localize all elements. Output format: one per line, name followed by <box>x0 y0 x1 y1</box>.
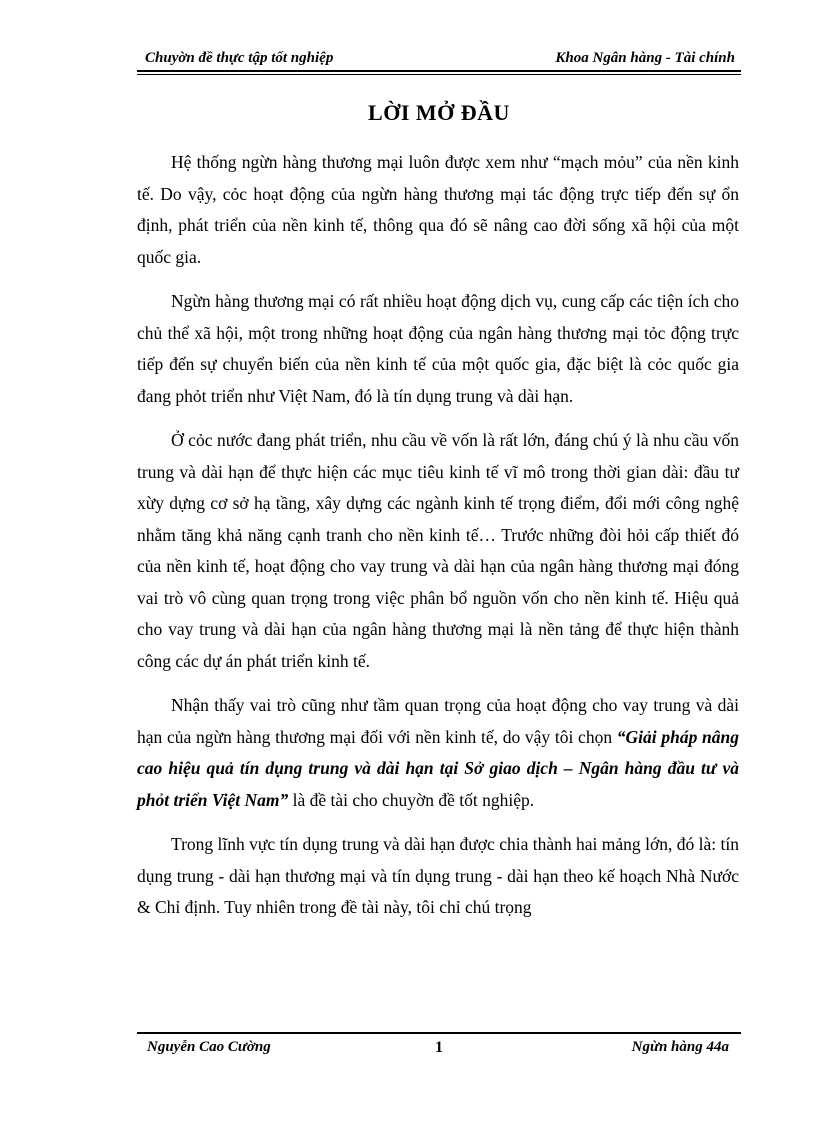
paragraph-5: Trong lĩnh vực tín dụng trung và dài hạn được chia thành hai mảng lớn, đó là: tín dụng trung - dài hạn thương mại và tín dụng trung - dài hạn theo kế hoạch Nhà Nước & Chỉ định. Tuy nhiên trong đề tài này, tôi chỉ chú trọng <box>137 834 739 917</box>
paragraph-2: Ngừn hàng thương mại có rất nhiều hoạt động dịch vụ, cung cấp các tiện ích cho chủ thể xã hội, một trong những hoạt động của ngân hàng thương mại tỏc động trực tiếp đến sự chuyển biến của nền kinh tế của một quốc gia, đặc biệt là cỏc quốc gia đang phỏt triển như Việt Nam, đó là tín dụng trung và dài hạn. <box>137 291 739 406</box>
paragraph-1: Hệ thống ngừn hàng thương mại luôn được xem như “mạch mỏu” của nền kinh tế. Do vậy, cỏc hoạt động của ngừn hàng thương mại tác động trực tiếp đến sự ổn định, phát triển của nền kinh tế, thông qua đó sẽ nâng cao đời sống xã hội của một quốc gia. <box>137 152 739 267</box>
header-right-text: Khoa Ngân hàng - Tài chính <box>555 50 735 66</box>
paragraph-4-after: là đề tài cho chuyờn đề tốt nghiệp. <box>288 789 535 810</box>
thesis-topic: “Giải pháp nâng cao hiệu quả tín dụng trung và dài hạn tại Sở giao dịch – Ngân hàng đầu tư và phỏt triển Việt Nam” <box>137 726 739 810</box>
paragraph-4-before: Nhận thấy vai trò cũng như tầm quan trọng của hoạt động cho vay trung và dài hạn của ngừn hàng thương mại đối với nền kinh tế, do vậy tôi chọn <box>137 695 739 747</box>
header-rule-thin <box>137 74 741 75</box>
page-title: LỜI MỞ ĐẦU <box>368 100 510 125</box>
footer-class: Ngừn hàng 44a <box>631 1039 729 1055</box>
paragraph-4 <box>137 690 739 816</box>
body-text <box>137 147 739 937</box>
page-header <box>137 48 741 70</box>
footer-rule <box>137 1032 741 1034</box>
page-footer <box>137 1037 741 1059</box>
paragraph-3: Ở cỏc nước đang phát triển, nhu cầu về vốn là rất lớn, đáng chú ý là nhu cầu vốn trung và dài hạn để thực hiện các mục tiêu kinh tế vĩ mô trong thời gian dài: đầu tư xừy dựng cơ sở hạ tầng, xây dựng các ngành kinh tế trọng điểm, đổi mới công nghệ nhằm tăng khả năng cạnh tranh cho nền kinh tế… Trước những đòi hỏi cấp thiết đó của nền kinh tế, hoạt động cho vay trung và dài hạn của ngân hàng thương mại đóng vai trò vô cùng quan trọng trong việc phân bổ nguồn vốn cho nền kinh tế. Hiệu quả cho vay trung và dài hạn của ngân hàng thương mại là nền tảng để thực hiện thành công các dự án phát triển kinh tế. <box>137 430 739 671</box>
footer-author: Nguyễn Cao Cường <box>147 1039 271 1055</box>
header-left-text: Chuyờn đề thực tập tốt nghiệp <box>145 50 334 66</box>
page-number: 1 <box>435 1039 443 1056</box>
header-rule <box>137 70 741 72</box>
